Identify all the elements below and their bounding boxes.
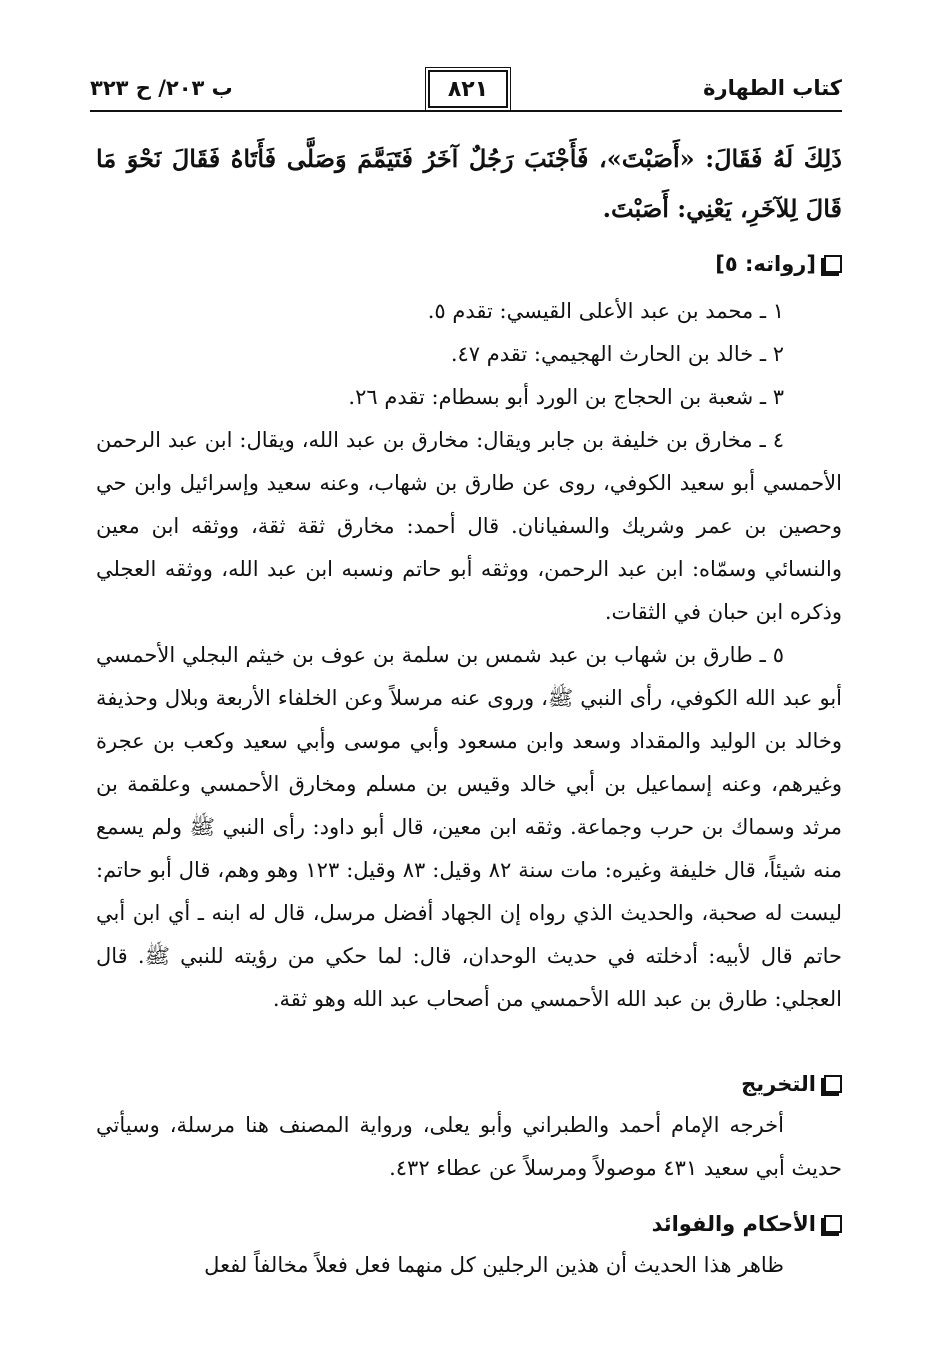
narrator-item: ٣ ـ شعبة بن الحجاج بن الورد أبو بسطام: تقدم ٢٦. [348,385,784,409]
page-header [90,66,842,118]
ahkam-heading [652,1212,842,1236]
header-divider [90,110,842,112]
hadith-text: ذَلِكَ لَهُ فَقَالَ: «أَصَبْتَ»، فَأَجْنَبَ رَجُلٌ آخَرُ فَتَيَمَّمَ وَصَلَّى فَأَتَاهُ فَقَالَ نَحْوَ مَا قَالَ لِلآخَرِ، يَعْنِي: أَصَبْتَ. [96,144,842,223]
narrators-heading [715,252,842,276]
narrators-title: [رواته: ٥] [715,252,816,276]
narrator-item: ٤ ـ مخارق بن خليفة بن جابر ويقال: مخارق بن عبد الله، ويقال: ابن عبد الرحمن الأحمسي أبو سعيد الكوفي، روى عن طارق بن شهاب، وعنه سعيد وإسرائيل وابن حي وحصين بن عمر وشريك والسفيانان. قال أحمد: مخارق ثقة ثقة، ووثقه ابن معين والنسائي وسمّاه: ابن عبد الرحمن، ووثقه أبو حاتم ونسبه ابن عبد الله، ووثقه العجلي وذكره ابن حبان في الثقات. [96,428,842,624]
narrator-item: ١ ـ محمد بن عبد الأعلى القيسي: تقدم ٥. [427,299,784,323]
takhrij-text: أخرجه الإمام أحمد والطبراني وأبو يعلى، ورواية المصنف هنا مرسلة، وسيأتي حديث أبي سعيد ٤٣١ موصولاً ومرسلاً عن عطاء ٤٣٢. [96,1113,842,1180]
takhrij-heading [741,1072,842,1096]
square-bullet-icon [824,1075,842,1093]
ahkam-text: ظاهر هذا الحديث أن هذين الرجلين كل منهما فعل فعلاً مخالفاً لفعل [204,1253,784,1277]
takhrij-title: التخريج [741,1072,816,1096]
hadith-reference: ب ٢٠٣/ ح ٣٢٣ [90,76,233,100]
narrator-item: ٥ ـ طارق بن شهاب بن عبد شمس بن سلمة بن عوف بن خيثم البجلي الأحمسي أبو عبد الله الكوفي، رأى النبي ﷺ، وروى عنه مرسلاً وعن الخلفاء الأربعة وبلال وحذيفة وخالد بن الوليد والمقداد وسعد وابن مسعود وأبي موسى وأبي سعيد وكعب بن عجرة وغيرهم، وعنه إسماعيل بن أبي خالد وقيس بن مسلم ومخارق الأحمسي وعلقمة بن مرثد وسماك بن حرب وجماعة. وثقه ابن معين، قال أبو داود: رأى النبي ﷺ ولم يسمع منه شيئاً، قال خليفة وغيره: مات سنة ٨٢ وقيل: ٨٣ وقيل: ١٢٣ وهو وهم، قال أبو حاتم: ليست له صحبة، والحديث الذي رواه إن الجهاد أفضل مرسل، قال له ابنه ـ أي ابن أبي حاتم قال لأبيه: أدخلته في حديث الوحدان، قال: لما حكي من رؤيته للنبي ﷺ. قال العجلي: طارق بن عبد الله الأحمسي من أصحاب عبد الله وهو ثقة. [96,643,842,1011]
narrator-item: ٢ ـ خالد بن الحارث الهجيمي: تقدم ٤٧. [450,342,784,366]
book-title: كتاب الطهارة [703,76,842,100]
square-bullet-icon [824,1215,842,1233]
ahkam-title: الأحكام والفوائد [651,1212,816,1236]
narrators-list [96,290,842,1021]
page-number: ٨٢١ [428,70,508,108]
square-bullet-icon [824,255,842,273]
